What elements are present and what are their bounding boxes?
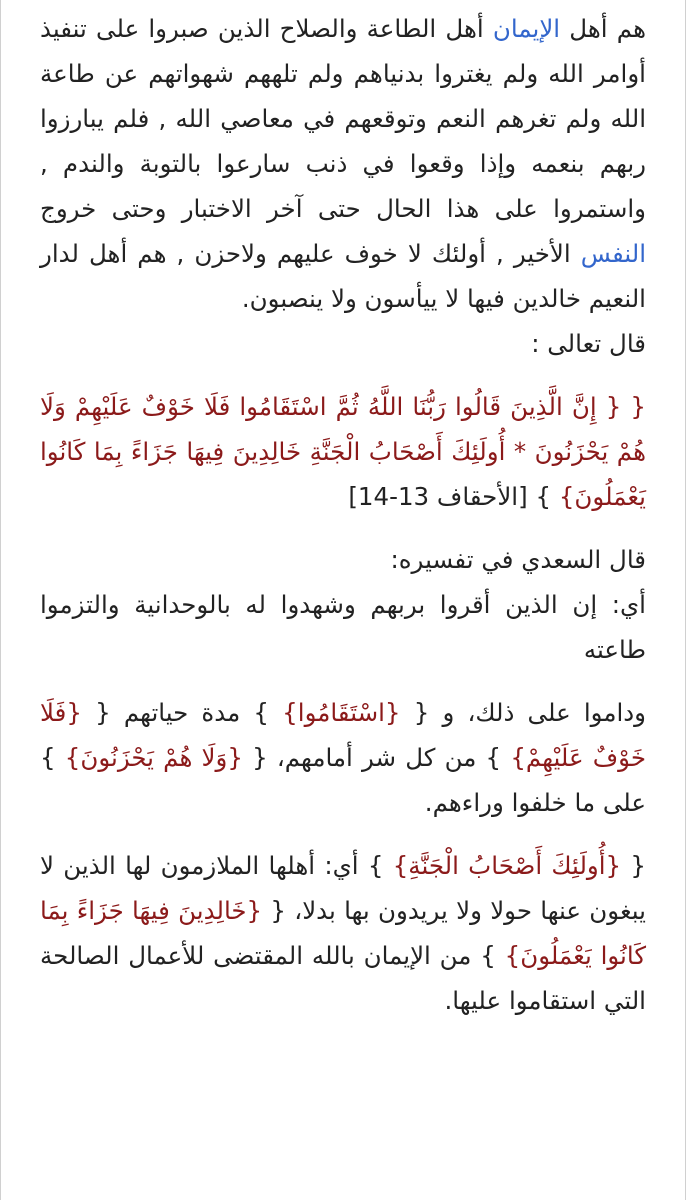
tafsir-paragraph-2 [40, 690, 646, 825]
tafsir2-text-b: } مدة حياتهم { [81, 698, 283, 727]
left-border [0, 0, 1, 1200]
intro-text-3: الأخير , أولئك لا خوف عليهم ولاحزن , هم أهل لدار النعيم خالدين فيها لا ييأسون ولا ينصبون. [40, 239, 646, 313]
intro-text-1: هم أهل [560, 14, 646, 43]
saadi-intro: قال السعدي في تفسيره: [390, 545, 646, 574]
spacer [40, 672, 646, 690]
verse-paragraph [40, 384, 646, 519]
quran-khalidin: {خَالِدِينَ فِيهَا جَزَاءً بِمَا كَانُوا يَعْمَلُونَ} [40, 896, 646, 970]
quran-verse: { { إِنَّ الَّذِينَ قَالُوا رَبُّنَا اللَّهُ ثُمَّ اسْتَقَامُوا فَلَا خَوْفٌ عَلَيْهِمْ وَلَا هُمْ يَحْزَنُونَ * أُولَئِكَ أَصْحَابُ الْجَنَّةِ خَالِدِينَ فِيهَا جَزَاءً بِمَا كَانُوا يَعْمَلُونَ} [40, 392, 646, 511]
article-body [40, 6, 646, 1023]
spacer [40, 825, 646, 843]
tafsir3-text-b: } أي: أهلها الملازمون لها الذين لا يبغون عنها حولا ولا يريدون بها بدلا، { [40, 851, 646, 925]
quran-la-khawf: {فَلَا خَوْفٌ عَلَيْهِمْ} [40, 698, 646, 772]
spacer [40, 519, 646, 537]
quran-la-hum: {وَلَا هُمْ يَحْزَنُونَ} [64, 743, 243, 772]
said-heading: قال تعالى : [531, 329, 646, 358]
tafsir3-text-a: { [621, 851, 646, 880]
quran-istaqamu: {اسْتَقَامُوا} [282, 698, 401, 727]
tafsir-paragraph-1: أي: إن الذين أقروا بربهم وشهدوا له بالوحدانية والتزموا طاعته [40, 590, 646, 664]
tafsir3-text-c: } من الإيمان بالله المقتضى للأعمال الصالحة التي استقاموا عليها. [40, 941, 646, 1015]
spacer [40, 366, 646, 384]
nafs-link[interactable]: النفس [580, 239, 646, 268]
quran-ulaika: {أُولَئِكَ أَصْحَابُ الْجَنَّةِ} [392, 851, 622, 880]
tafsir-paragraph-3 [40, 843, 646, 1023]
tafsir2-text-a: وداموا على ذلك، و { [400, 698, 646, 727]
intro-paragraph [40, 6, 646, 321]
verse-reference: } [الأحقاف 13-14] [348, 482, 559, 511]
tafsir2-text-d: } على ما خلفوا وراءهم. [40, 743, 646, 817]
tafsir2-text-c: } من كل شر أمامهم، { [242, 743, 511, 772]
intro-text-2: أهل الطاعة والصلاح الذين صبروا على تنفيذ أوامر الله ولم يغتروا بدنياهم ولم تلههم شهواتهم عن طاعة الله ولم تغرهم النعم وتوقعهم في معاصي الله , فلم يبارزوا ربهم بنعمه وإذا وقعوا في ذنب سارعوا بالتوبة والندم , واستمروا على هذا الحال حتى آخر الاختبار وحتى خروج [40, 14, 646, 223]
iman-link[interactable]: الإيمان [492, 14, 561, 43]
